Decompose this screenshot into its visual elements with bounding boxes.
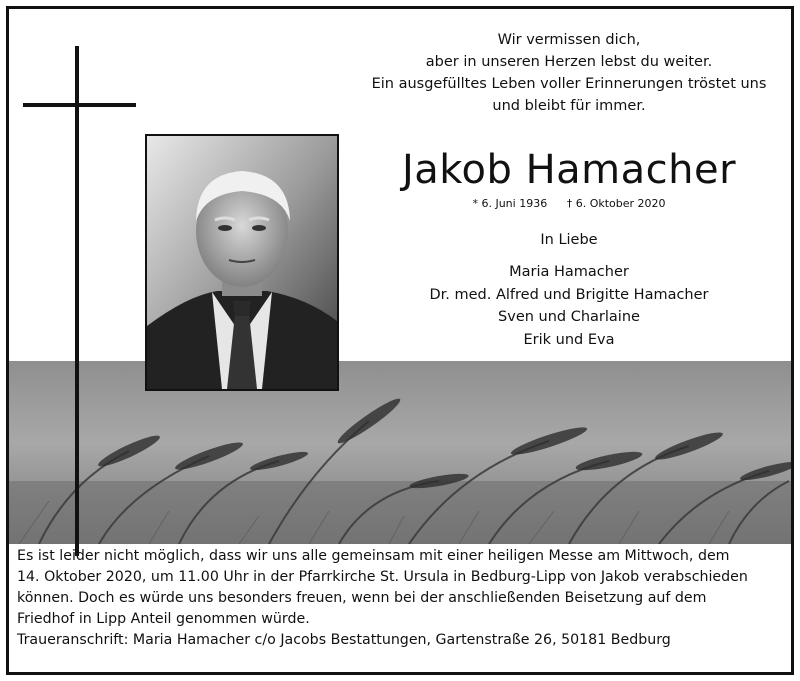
obituary-card	[6, 6, 794, 675]
notice-line: 14. Oktober 2020, um 11.00 Uhr in der Pfarrkirche St. Ursula in Bedburg-Lipp von Jakob verabschieden	[17, 569, 748, 585]
mourner-name: Maria Hamacher	[509, 264, 629, 280]
cross-horizontal-bar	[23, 103, 136, 107]
poem-line: Ein ausgefülltes Leben voller Erinnerungen tröstet uns	[371, 76, 767, 92]
mourner-name: Sven und Charlaine	[498, 309, 640, 325]
notice-line: können. Doch es würde uns besonders freuen, wenn bei der anschließenden Beisetzung auf dem	[17, 590, 707, 606]
wheat-field-image	[9, 361, 791, 544]
mourner-name: Erik und Eva	[523, 331, 615, 348]
mourning-address: Traueranschrift: Maria Hamacher c/o Jacobs Bestattungen, Gartenstraße 26, 50181 Bedburg	[17, 632, 671, 648]
mourners-intro: In Liebe	[540, 232, 598, 248]
poem-line: aber in unseren Herzen lebst du weiter.	[425, 54, 713, 70]
mourners-list	[349, 261, 789, 351]
portrait-photo	[145, 134, 339, 391]
funeral-notice	[17, 546, 787, 651]
poem	[349, 29, 789, 117]
poem-line: und bleibt für immer.	[492, 98, 646, 114]
notice-line: Friedhof in Lipp Anteil genommen würde.	[17, 611, 310, 627]
poem-line: Wir vermissen dich,	[497, 32, 641, 48]
cross-vertical-bar	[75, 46, 79, 556]
mourner-name: Dr. med. Alfred und Brigitte Hamacher	[429, 286, 709, 303]
deceased-name: Jakob Hamacher	[401, 147, 737, 193]
life-dates	[349, 197, 789, 210]
birth-date: * 6. Juni 1936	[472, 197, 548, 210]
death-date: † 6. Oktober 2020	[566, 197, 666, 210]
notice-line: Es ist leider nicht möglich, dass wir uns alle gemeinsam mit einer heiligen Messe am Mittwoch, dem	[17, 548, 730, 564]
